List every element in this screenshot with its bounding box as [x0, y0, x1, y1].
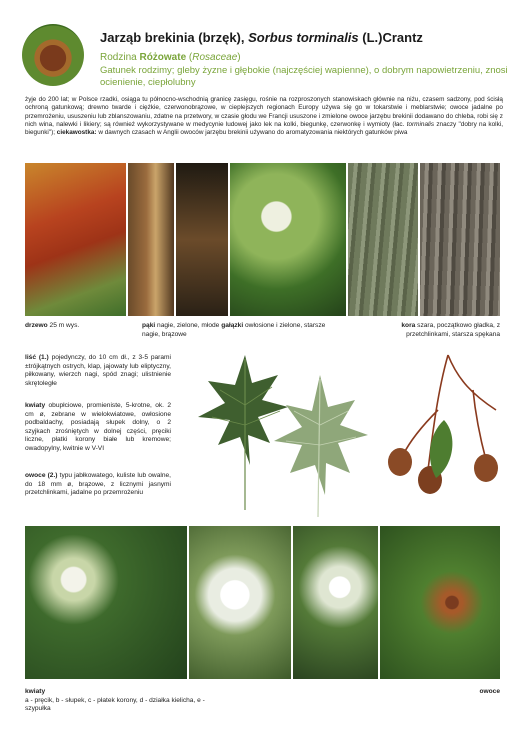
tree-photo: [25, 163, 126, 316]
intro-text-b: znaczy "dobry na kolki, biegunki");: [25, 120, 503, 137]
tree-text: 25 m wys.: [47, 322, 80, 329]
title-main: Jarząb brekinia (brzęk),: [100, 30, 249, 45]
flowers-title: kwiaty: [25, 688, 46, 695]
flower-cluster-photo: [189, 526, 291, 679]
flowers-description: [25, 402, 171, 454]
ciekawostka-label: ciekawostka:: [56, 129, 97, 137]
leaf-under-side: [274, 375, 368, 517]
twigs-text: owłosione i zielone, starsze nagie, brązowe: [142, 322, 326, 338]
family-prefix: Rodzina: [100, 52, 140, 63]
intro-latin: torminalis: [406, 120, 435, 128]
page-header: [22, 14, 512, 104]
tree-label: drzewo: [25, 322, 48, 329]
bark-label: kora: [401, 322, 416, 329]
page-title: [100, 30, 423, 45]
habitat-text: Gatunek rodzimy; gleby żyzne i głębokie (najczęściej wapienne), o dobrym napowietrzeniu, znosi ocienienie, ciepłolubny: [100, 65, 508, 88]
fruit-1: [388, 448, 412, 476]
flowers-text: obupłciowe, promieniste, 5-krotne, ok. 2 cm ø, zebrane w wielokwiatowe, owłosione podbaldachy, posiadają słupek dolny, o 2 szyjkach zrośniętych w dolnej części, pręciki liczne, płatki korony białe lub kremowe; owadopylny, kwitnie w V-VI: [25, 402, 171, 452]
leaf-illustration: [190, 345, 380, 520]
flowers-caption: [25, 688, 225, 714]
flowers-label: kwiaty: [25, 402, 46, 409]
leaf-label: liść (1.): [25, 354, 49, 361]
flower-closeup-photo: [293, 526, 378, 679]
twigs-label: gałązki: [221, 322, 244, 329]
flower-bud-photo: [230, 163, 346, 316]
title-latin: Sorbus torminalis: [248, 30, 359, 45]
tree-caption: [25, 322, 79, 331]
bud-photo: [128, 163, 174, 316]
flowers-legend: a - pręcik, b - słupek, c - płatek korony, d - działka kielicha, e - szypułka: [25, 696, 205, 713]
fruit-description: [25, 472, 171, 498]
leaf-upper-side: [198, 355, 288, 510]
intro-paragraph: [25, 96, 503, 137]
leaf-description: [25, 354, 171, 388]
fruits-caption: owoce: [479, 688, 500, 695]
twig-photo: [176, 163, 228, 316]
fruit-text: typu jabłkowatego, kuliste lub owalne, do 18 mm ø, brązowe, z licznymi jasnymi przetchlinkami, jadalne po przemrożeniu: [25, 472, 171, 497]
family-latin: Rosaceae: [192, 52, 238, 63]
fruit-thumbnail-image: [22, 24, 84, 86]
bark-caption: [370, 322, 500, 339]
bottom-photo-strip: [0, 526, 525, 675]
young-bark-photo: [348, 163, 418, 316]
bark-text: szara, początkowo gładka, z przetchlinkami, starsza spękana: [406, 322, 500, 338]
old-bark-photo: [420, 163, 500, 316]
leaf-text: pojedynczy, do 10 cm dł., z 3-5 parami ±trójkątnych ostrych, klap, jajowaty lub eliptyczny, piłkowany, wierzch nagi, spód znagi; ulistnienie skrętoległe: [25, 354, 171, 387]
intro-text-a: żyje do 200 lat; w Polsce rzadki, osiąga tu północno-wschodnią granicę zasięgu, rośnie na rozproszonych stanowiskach głównie na niżu, czasem sadzony, pod ścisłą ochroną gatunkową; drewno twarde i ciężkie, czerwonobrązowe, w cieplejszych regionach Europy używa się go w tokarstwie i meblarstwie; owoce jadalne po przemrożeniu, ususzeniu lub zblanszowaniu, zdatne na przetwory, w czasie głodu we Francji ususzone i zmielone owoce jarzębu brekinii dodawano do chleba, robi się z nich wina, nalewki i likiery; są również wykorzystywane w medycynie ludowej jako lek na kolki, biegunkę, czerwonkę i wymioty (łac.: [25, 96, 503, 128]
buds-caption: [142, 322, 342, 339]
top-photo-strip: [0, 163, 525, 316]
buds-text: nagie, zielone, młode: [155, 322, 222, 329]
flowering-branch-photo: [25, 526, 187, 679]
family-name: Różowate: [139, 52, 187, 63]
fruit-branch-photo: [380, 526, 500, 679]
fruit-illustration: [378, 350, 503, 510]
buds-label: pąki: [142, 322, 156, 329]
ciekawostka-text: w dawnych czasach w Anglii owoców jarzębu brekinii używano do aromatyzowania niektórych gatunków piwa: [96, 129, 408, 137]
family-line: Rodzina Różowate (Rosaceae): [100, 52, 241, 63]
title-author: (L.)Crantz: [358, 30, 423, 45]
fruit-label: owoce (2.): [25, 472, 58, 479]
fruit-3: [474, 454, 498, 482]
